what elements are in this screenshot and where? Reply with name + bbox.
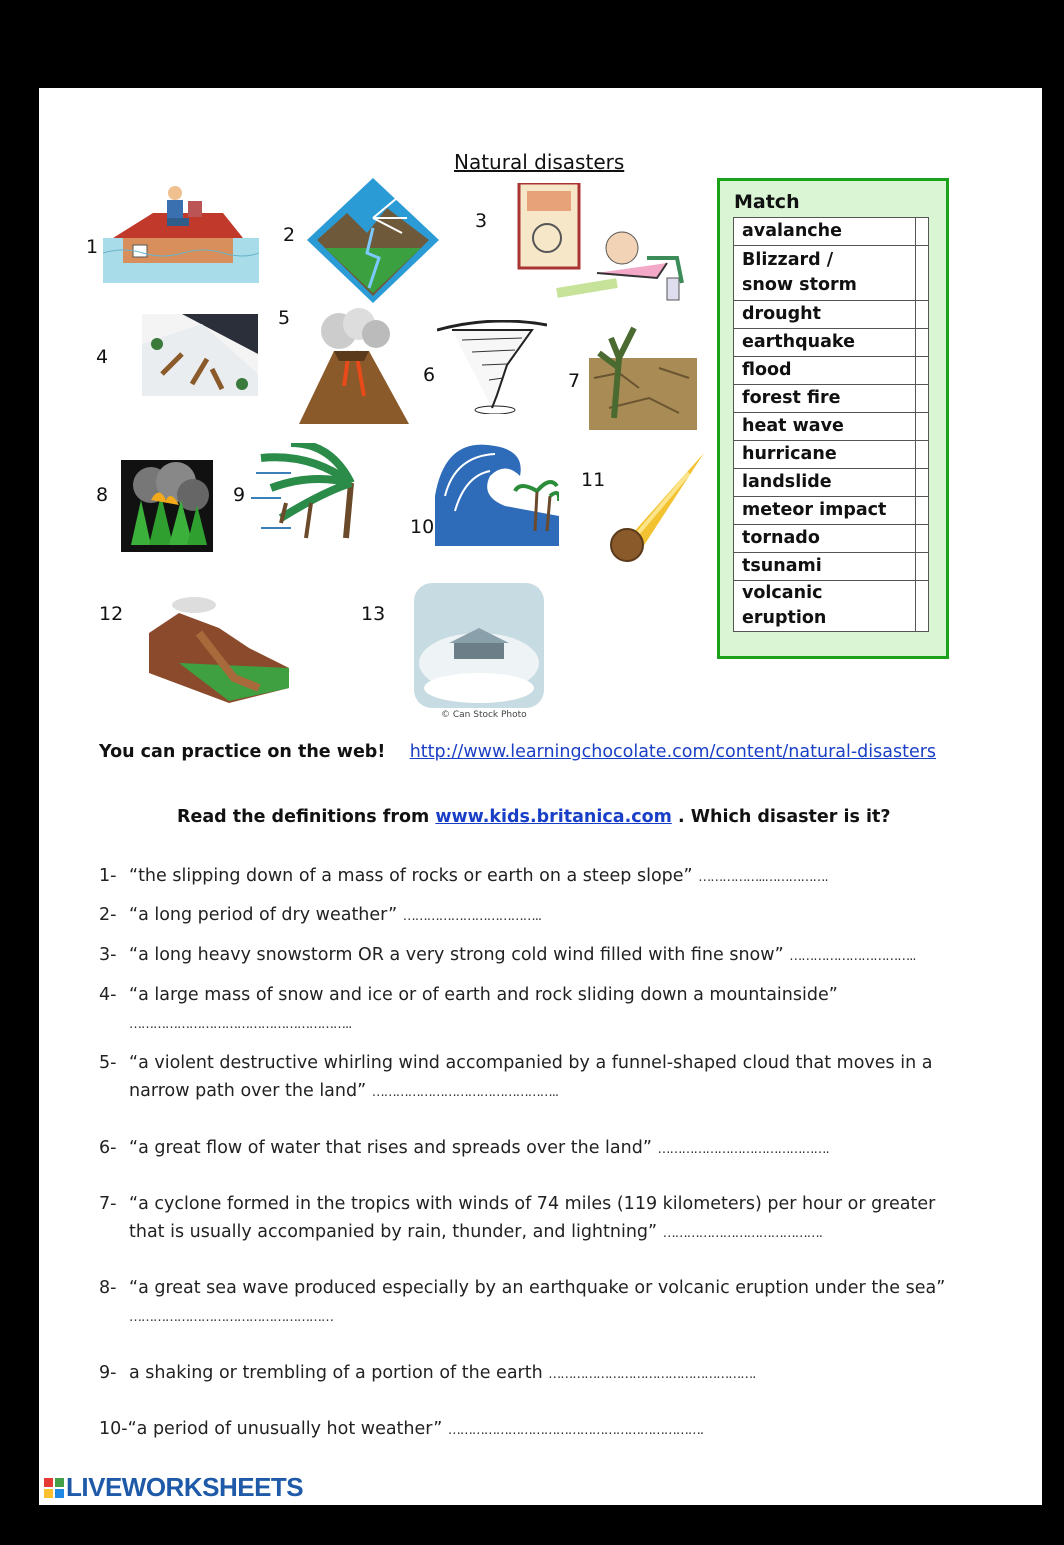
question-text: “a great sea wave produced especially by an earthquake or volcanic eruption under the sea” <box>129 1278 946 1298</box>
forest-fire-icon <box>121 460 213 552</box>
question-4 <box>99 981 979 1039</box>
web-label: You can practice on the web! <box>99 742 386 762</box>
question-9 <box>99 1359 979 1389</box>
match-word: flood <box>734 357 916 385</box>
earthquake-mountain-icon <box>307 178 439 303</box>
match-box <box>717 178 949 659</box>
answer-blank[interactable]: …………………………………………… <box>129 1310 333 1325</box>
match-answer-cell[interactable] <box>916 329 929 357</box>
question-number: 4- <box>99 985 117 1005</box>
read-suffix: . Which disaster is it? <box>677 807 891 827</box>
match-word: tornado <box>734 525 916 553</box>
picture-number: 11 <box>581 469 606 491</box>
answer-blank[interactable]: ……………………………………. <box>657 1142 829 1157</box>
answer-blank[interactable]: ……………………………………………….. <box>129 1017 352 1032</box>
picture-number: 3 <box>475 210 488 232</box>
question-2 <box>99 901 979 931</box>
match-answer-cell[interactable] <box>916 525 929 553</box>
question-1 <box>99 862 979 892</box>
logo-text: LIVEWORKSHEETS <box>66 1472 304 1502</box>
question-number: 8- <box>99 1278 117 1298</box>
question-text: “a period of unusually hot weather” <box>127 1419 443 1439</box>
answer-blank[interactable]: ……………………………………………. <box>548 1367 756 1382</box>
picture-number: 6 <box>423 364 436 386</box>
read-prefix: Read the definitions from <box>177 807 430 827</box>
volcano-icon <box>294 306 412 426</box>
question-text: “a long heavy snowstorm OR a very strong cold wind filled with fine snow” <box>129 945 784 965</box>
answer-blank[interactable]: ………………………….. <box>789 949 916 964</box>
question-text: “a violent destructive whirling wind accompanied by a funnel-shaped cloud that moves in a narrow path over the land” <box>129 1053 933 1101</box>
hurricane-palm-icon <box>251 443 381 543</box>
flood-house-icon <box>103 183 259 283</box>
answer-blank[interactable]: ………………………………………………………. <box>447 1423 703 1438</box>
question-text: “the slipping down of a mass of rocks or earth on a steep slope” <box>129 866 693 886</box>
picture-number: 5 <box>278 307 291 329</box>
question-10 <box>99 1415 979 1445</box>
match-answer-cell[interactable] <box>916 469 929 497</box>
landslide-icon <box>149 593 289 703</box>
match-answer-cell[interactable] <box>916 497 929 525</box>
britanica-link[interactable]: www.kids.britanica.com <box>435 807 672 827</box>
drought-tree-icon <box>589 318 697 430</box>
match-answer-cell[interactable] <box>916 441 929 469</box>
question-text: “a large mass of snow and ice or of earth and rock sliding down a mountainside” <box>129 985 838 1005</box>
question-text: “a cyclone formed in the tropics with winds of 74 miles (119 kilometers) per hour or greater that is usually accompanied by rain, thunder, and lightning” <box>129 1194 936 1242</box>
picture-number: 2 <box>283 224 296 246</box>
match-answer-cell[interactable] <box>916 413 929 441</box>
picture-number: 8 <box>96 484 109 506</box>
match-word: heat wave <box>734 413 916 441</box>
match-word: meteor impact <box>734 497 916 525</box>
avalanche-icon <box>142 314 258 396</box>
match-answer-cell[interactable] <box>916 246 929 301</box>
question-5 <box>99 1049 979 1107</box>
question-number: 7- <box>99 1194 117 1214</box>
answer-blank[interactable]: …………………………….. <box>402 909 542 924</box>
question-number: 1- <box>99 866 117 886</box>
answer-blank[interactable]: ……………………………………….. <box>371 1085 559 1100</box>
answer-blank[interactable]: ……………..……………. <box>698 870 828 885</box>
meteor-icon <box>609 453 709 563</box>
match-answer-cell[interactable] <box>916 581 929 632</box>
question-number: 10- <box>99 1419 128 1439</box>
liveworksheets-logo-icon <box>44 1478 64 1498</box>
answer-blank[interactable]: …………………………………. <box>662 1226 822 1241</box>
instructions-line <box>177 807 891 827</box>
picture-number: 12 <box>99 603 124 625</box>
picture-number: 13 <box>361 603 386 625</box>
match-word: landslide <box>734 469 916 497</box>
picture-number: 4 <box>96 346 109 368</box>
picture-number: 9 <box>233 484 246 506</box>
blizzard-icon <box>414 583 544 708</box>
question-number: 9- <box>99 1363 117 1383</box>
page-title: Natural disasters <box>454 150 625 174</box>
match-word: Blizzard / snow storm <box>734 246 916 301</box>
match-answer-cell[interactable] <box>916 301 929 329</box>
picture-number: 10 <box>410 516 435 538</box>
question-number: 3- <box>99 945 117 965</box>
match-answer-cell[interactable] <box>916 218 929 246</box>
question-text: “a great flow of water that rises and spreads over the land” <box>129 1138 652 1158</box>
question-7 <box>99 1190 979 1248</box>
match-answer-cell[interactable] <box>916 385 929 413</box>
question-number: 6- <box>99 1138 117 1158</box>
question-text: “a long period of dry weather” <box>129 905 398 925</box>
match-word: hurricane <box>734 441 916 469</box>
question-number: 5- <box>99 1053 117 1073</box>
picture-number: 1 <box>86 236 99 258</box>
picture-number: 7 <box>568 370 581 392</box>
worksheet-page <box>39 88 1042 1505</box>
match-table <box>733 217 929 632</box>
tsunami-wave-icon <box>435 436 559 546</box>
photo-credit: © Can Stock Photo <box>441 710 527 720</box>
question-text: a shaking or trembling of a portion of the earth <box>129 1363 543 1383</box>
tornado-icon <box>437 320 547 414</box>
match-word: tsunami <box>734 553 916 581</box>
match-word: forest fire <box>734 385 916 413</box>
heat-wave-icon <box>517 183 697 313</box>
web-practice-line <box>99 742 936 762</box>
match-answer-cell[interactable] <box>916 553 929 581</box>
match-word: drought <box>734 301 916 329</box>
question-3 <box>99 941 979 971</box>
learningchocolate-link[interactable]: http://www.learningchocolate.com/content/natural-disasters <box>409 742 937 762</box>
match-title: Match <box>734 191 800 213</box>
question-8 <box>99 1274 979 1332</box>
question-6 <box>99 1134 979 1164</box>
match-word: avalanche <box>734 218 916 246</box>
match-word: volcanic eruption <box>734 581 916 632</box>
match-answer-cell[interactable] <box>916 357 929 385</box>
question-number: 2- <box>99 905 117 925</box>
match-word: earthquake <box>734 329 916 357</box>
liveworksheets-logo <box>44 1472 303 1503</box>
